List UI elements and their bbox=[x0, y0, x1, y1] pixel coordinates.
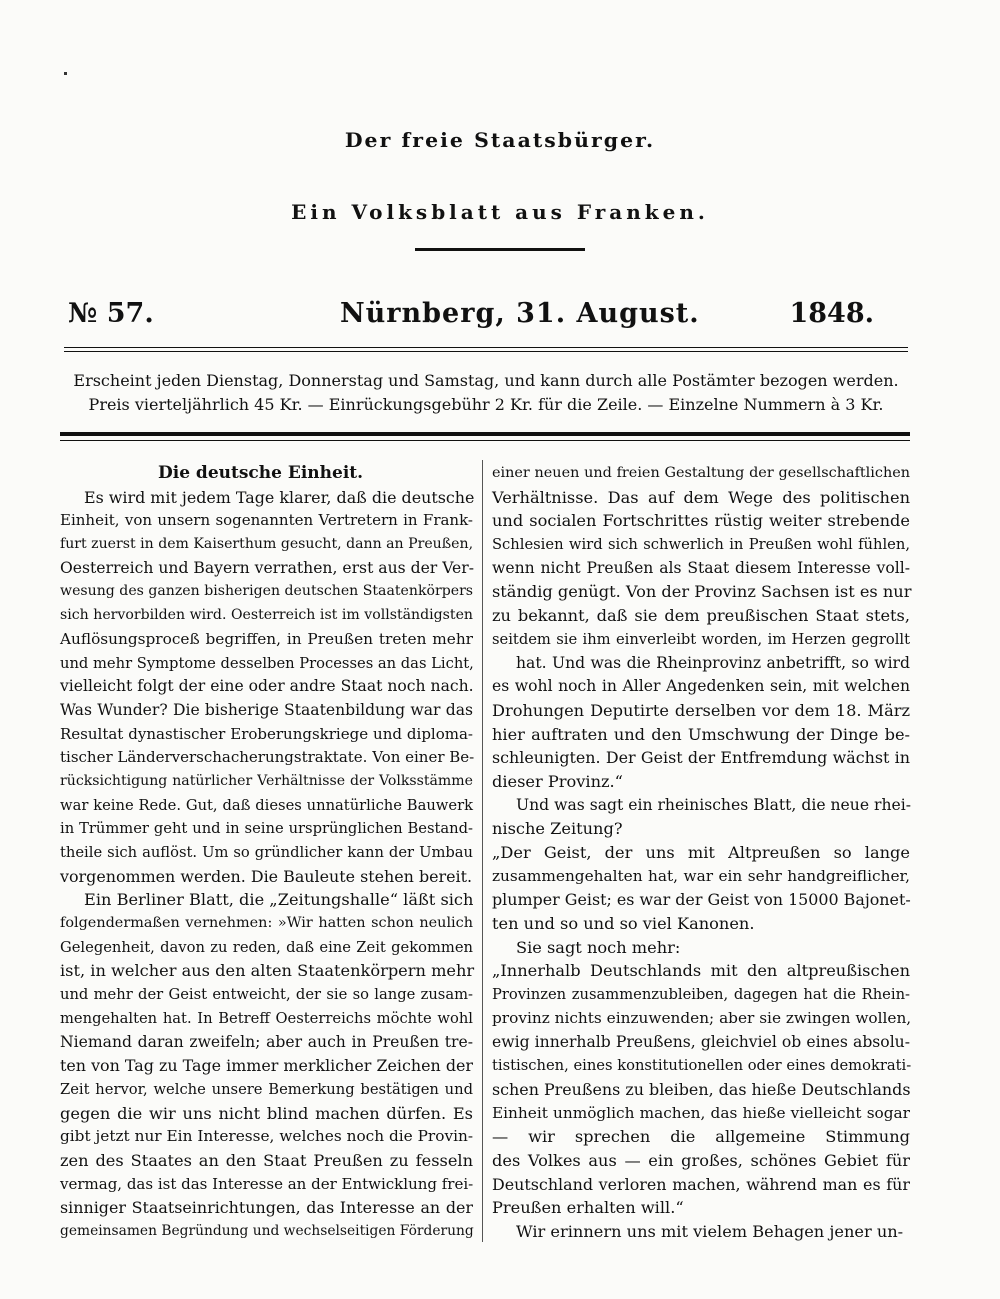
content-top-rule bbox=[60, 432, 910, 436]
article-line: Ein Berliner Blatt, die „Zeitungshalle“ läßt sich bbox=[84, 890, 474, 910]
article-line: Und was sagt ein rheinisches Blatt, die neue rhei- bbox=[516, 795, 911, 814]
article-line: sich hervorbilden wird. Oesterreich ist im vollständigsten bbox=[60, 607, 473, 624]
article-line: dieser Provinz.“ bbox=[492, 771, 623, 791]
article-line: vielleicht folgt der eine oder andre Staat noch nach. bbox=[60, 677, 474, 696]
column-divider bbox=[482, 460, 483, 1242]
newspaper-subtitle: Ein Volksblatt aus Franken. bbox=[291, 200, 709, 224]
article-line: — wir sprechen die allgemeine Stimmung bbox=[492, 1127, 910, 1147]
article-line: zusammengehalten hat, war ein sehr handgreiflicher, bbox=[492, 866, 910, 885]
article-line: gegen die wir uns nicht blind machen dürfen. Es bbox=[60, 1103, 473, 1123]
article-line: Zeit hervor, welche unsere Bemerkung bestätigen und bbox=[60, 1080, 473, 1098]
article-line: war keine Rede. Gut, daß dieses unnatürliche Bauwerk bbox=[60, 796, 473, 814]
header-double-rule bbox=[64, 347, 908, 352]
article-line: ist, in welcher aus den alten Staatenkörpern mehr bbox=[60, 961, 475, 981]
article-line: folgendermaßen vernehmen: »Wir hatten schon neulich bbox=[60, 915, 473, 932]
article-line: Gelegenheit, davon zu reden, daß eine Zeit gekommen bbox=[60, 938, 473, 956]
issue-year: 1848. bbox=[789, 298, 874, 329]
article-line: nische Zeitung? bbox=[492, 819, 623, 839]
article-line: wenn nicht Preußen als Staat diesem Interesse voll- bbox=[492, 558, 910, 577]
article-line: Drohungen Deputirte derselben vor dem 18. März bbox=[492, 700, 910, 720]
masthead bbox=[0, 92, 1000, 251]
article-line: „Innerhalb Deutschlands mit den altpreußischen bbox=[492, 961, 910, 981]
article-line: ten und so und so viel Kanonen. bbox=[492, 914, 755, 934]
publication-info-line-1: Erscheint jeden Dienstag, Donnerstag und Samstag, und kann durch alle Postämter bezogen werden. bbox=[73, 371, 899, 390]
article-line: schen Preußens zu bleiben, das hieße Deutschlands bbox=[492, 1079, 911, 1099]
article-line: und mehr der Geist entweicht, der sie so lange zusam- bbox=[60, 986, 473, 1004]
article-line: mengehalten hat. In Betreff Oesterreichs möchte wohl bbox=[60, 1009, 473, 1027]
article-line: Resultat dynastischer Eroberungskriege und diploma- bbox=[60, 724, 473, 743]
article-line: Es wird mit jedem Tage klarer, daß die deutsche bbox=[84, 487, 475, 507]
article-line: vorgenommen werden. Die Bauleute stehen bereit. bbox=[60, 866, 473, 886]
article-line: Niemand daran zweifeln; aber auch in Preußen tre- bbox=[60, 1032, 473, 1051]
article-line: provinz nichts einzuwenden; aber sie zwingen wollen, bbox=[492, 1008, 912, 1027]
article-line: „Der Geist, der uns mit Altpreußen so lange bbox=[492, 843, 910, 862]
article-line: hat. Und was die Rheinprovinz anbetrifft, so wird bbox=[516, 653, 910, 672]
article-line: und mehr Symptome desselben Processes an das Licht, bbox=[60, 654, 474, 672]
article-column-left bbox=[60, 462, 473, 1244]
article-line: Wir erinnern uns mit vielem Behagen jener un- bbox=[516, 1222, 904, 1241]
article-line: hier auftraten und den Umschwung der Dinge be- bbox=[492, 724, 910, 744]
article-line: Was Wunder? Die bisherige Staatenbildung war das bbox=[60, 700, 473, 719]
article-line: und socialen Fortschrittes rüstig weiter strebende bbox=[492, 511, 910, 531]
newspaper-title: Der freie Staatsbürger. bbox=[344, 128, 656, 152]
article-line: Oesterreich und Bayern verrathen, erst aus der Ver- bbox=[60, 558, 474, 577]
article-line: vermag, das ist das Interesse an der Entwicklung frei- bbox=[60, 1174, 474, 1193]
article-line: des Volkes aus — ein großes, schönes Gebiet für bbox=[492, 1150, 910, 1170]
article-line: Einheit, von unsern sogenannten Vertretern in Frank- bbox=[60, 511, 473, 530]
article-line: Einheit unmöglich machen, das hieße vielleicht sogar bbox=[492, 1103, 910, 1122]
article-line: schleunigten. Der Geist der Entfremdung wächst in bbox=[492, 748, 910, 768]
article-line: Preußen erhalten will.“ bbox=[492, 1198, 684, 1218]
article-line: tischer Länderverschacherungstraktate. Von einer Be- bbox=[60, 748, 475, 767]
issue-line bbox=[68, 288, 874, 340]
article-line: tistischen, eines konstitutionellen oder eines demokrati- bbox=[492, 1057, 912, 1075]
article-column-right bbox=[492, 462, 910, 1244]
article-line: sinniger Staatseinrichtungen, das Interesse an der bbox=[60, 1198, 473, 1218]
article-line: einer neuen und freien Gestaltung der gesellschaftlichen bbox=[492, 465, 910, 481]
article-line: gibt jetzt nur Ein Interesse, welches noch die Provin- bbox=[60, 1127, 473, 1146]
article-line: Verhältnisse. Das auf dem Wege des politischen bbox=[492, 487, 910, 507]
article-line: gemeinsamen Begründung und wechselseitigen Förderung bbox=[60, 1223, 474, 1240]
publication-info-line-2: Preis vierteljährlich 45 Kr. — Einrückungsgebühr 2 Kr. für die Zeile. — Einzelne Nummern à 3 Kr. bbox=[88, 395, 884, 414]
masthead-rule bbox=[415, 248, 585, 251]
article-line: Deutschland verloren machen, während man es für bbox=[492, 1174, 910, 1194]
article-line: ten von Tag zu Tage immer merklicher Zeichen der bbox=[60, 1056, 473, 1076]
article-heading: Die deutsche Einheit. bbox=[158, 463, 364, 483]
article-line: Auflösungsproceß begriffen, in Preußen treten mehr bbox=[60, 629, 473, 648]
article-line: es wohl noch in Aller Angedenken sein, mit welchen bbox=[492, 677, 910, 696]
article-line: rücksichtigung natürlicher Verhältnisse der Volksstämme bbox=[60, 772, 473, 789]
article-line: theile sich auflöst. Um so gründlicher kann der Umbau bbox=[60, 844, 473, 862]
issue-number: № 57. bbox=[68, 298, 154, 329]
article-line: seitdem sie ihm einverleibt worden, im Herzen gegrollt bbox=[492, 630, 910, 648]
article-line: wesung des ganzen bisherigen deutschen Staatenkörpers bbox=[60, 583, 474, 600]
article-line: Schlesien wird sich schwerlich in Preußen wohl fühlen, bbox=[492, 536, 910, 554]
article-line: zu bekannt, daß sie dem preußischen Staat stets, bbox=[492, 606, 910, 626]
article-line: Sie sagt noch mehr: bbox=[516, 937, 681, 957]
article-line: furt zuerst in dem Kaiserthum gesucht, dann an Preußen, bbox=[60, 536, 474, 553]
issue-place-date: Nürnberg, 31. August. bbox=[340, 298, 700, 329]
article-line: Provinzen zusammenzubleiben, dagegen hat die Rhein- bbox=[492, 986, 910, 1004]
article-line: ständig genügt. Von der Provinz Sachsen ist es nur bbox=[492, 582, 912, 602]
article-line: in Trümmer geht und in seine ursprünglichen Bestand- bbox=[60, 820, 473, 838]
article-line: ewig innerhalb Preußens, gleichviel ob eines absolu- bbox=[492, 1032, 910, 1051]
print-speck bbox=[64, 72, 67, 75]
article-line: zen des Staates an den Staat Preußen zu fesseln bbox=[60, 1150, 473, 1170]
article-line: plumper Geist; es war der Geist von 15000 Bajonet- bbox=[492, 890, 911, 910]
content-top-thin-rule bbox=[60, 440, 910, 441]
